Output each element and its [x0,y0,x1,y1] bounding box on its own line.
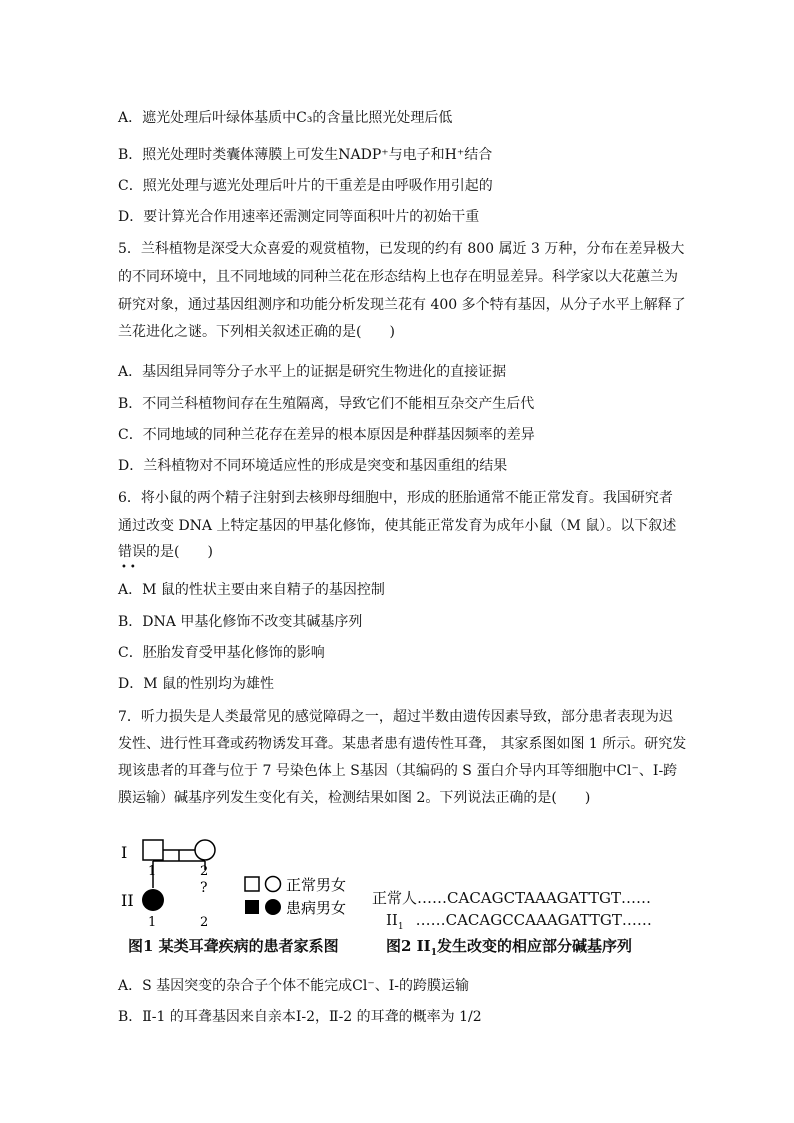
legend-affected-label: 患病男女 [286,899,347,917]
figure2-caption-subscript: 1 [430,948,437,958]
q5-option-b: B．不同兰科植物间存在生殖隔离，导致它们不能相互杂交产生后代 [118,396,535,412]
patient-label: II [386,911,398,929]
legend-affected-male-icon [245,900,259,914]
normal-sequence-row [372,887,651,908]
q6-stem-line-3: 错误的是( ) [118,544,213,560]
generation-ii-label: II [121,891,134,910]
normal-sequence: ……CACAGCTAAAGATTGT…… [417,889,652,907]
q4-option-c: C．照光处理与遮光处理后叶片的干重差是由呼吸作用引起的 [118,178,493,194]
pedigree-ii2-unknown: ? [200,880,208,896]
emphasis-dots: •• [121,562,139,573]
q7-stem-line-1: 7．听力损失是人类最常见的感觉障碍之一，超过半数由遗传因素导致，部分患者表现为迟 [118,709,673,725]
q6-stem-line-2: 通过改变 DNA 上特定基因的甲基化修饰，使其能正常发育为成年小鼠（M 鼠）。以下叙述 [118,518,677,534]
q5-stem-line-4: 兰花进化之谜。下列相关叙述正确的是( ) [118,324,395,340]
q5-option-a: A．基因组异同等分子水平上的证据是研究生物进化的直接证据 [118,364,507,380]
q6-option-c: C．胚胎发育受甲基化修饰的影响 [118,645,325,661]
pedigree-i2-number: 2 [200,864,209,879]
pedigree-i2-normal-female [195,840,215,860]
figure2-caption [386,935,632,958]
q4-option-a: A．遮光处理后叶绿体基质中C₃的含量比照光处理后低 [118,110,453,126]
q7-stem-line-4: 膜运输）碱基序列发生变化有关，检测结果如图 2。下列说法正确的是( ) [118,790,591,806]
pedigree-ii1-number: 1 [148,915,157,930]
q7-option-b: B．Ⅱ-1 的耳聋基因来自亲本Ⅰ-2，Ⅱ-2 的耳聋的概率为 1/2 [118,1009,482,1025]
pedigree-ii1-affected-female [142,889,164,911]
pedigree-ii2-number: 2 [200,915,209,930]
q4-option-b: B．照光处理时类囊体薄膜上可发生NADP⁺与电子和H⁺结合 [118,147,493,163]
generation-i-label: I [121,843,128,862]
q5-option-c: C．不同地域的同种兰花存在差异的根本原因是种群基因频率的差异 [118,427,535,443]
figure1-caption: 图1 某类耳聋疾病的患者家系图 [128,937,339,955]
figure2-caption-prefix: 图2 II [386,937,431,955]
patient-sequence: ……CACAGCCAAAGATTGT…… [415,911,652,929]
patient-sequence-row [386,911,652,932]
q7-stem-line-2: 发性、进行性耳聋或药物诱发耳聋。某患者患有遗传性耳聋， 其家系图如图 1 所示。研究发 [118,736,687,752]
q5-option-d: D．兰科植物对不同环境适应性的形成是突变和基因重组的结果 [118,458,508,474]
q7-stem-line-3: 现该患者的耳聋与位于 7 号染色体上 S基因（其编码的 S 蛋白介导内耳等细胞中Cl⁻、I-跨 [118,763,678,779]
q5-stem-line-2: 的不同环境中，且不同地域的同种兰花在形态结构上也存在明显差异。科学家以大花蕙兰为 [118,269,678,285]
q6-stem-line-1: 6．将小鼠的两个精子注射到去核卵母细胞中，形成的胚胎通常不能正常发育。我国研究者 [118,490,673,506]
pedigree-figure [115,830,365,930]
patient-label-subscript: 1 [397,922,404,932]
q5-stem-line-1: 5．兰科植物是深受大众喜爱的观赏植物，已发现的约有 800 属近 3 万种，分布在差异极大 [118,241,685,257]
legend-normal-male-icon [245,877,259,891]
normal-person-label: 正常人 [372,889,418,907]
q6-option-b: B．DNA 甲基化修饰不改变其碱基序列 [118,614,363,630]
figure2-caption-suffix: 发生改变的相应部分碱基序列 [436,937,632,955]
q6-option-a: A．M 鼠的性状主要由来自精子的基因控制 [118,582,385,598]
q7-option-a: A．S 基因突变的杂合子个体不能完成Cl⁻、I-的跨膜运输 [118,978,469,994]
pedigree-i1-number: 1 [148,864,157,879]
legend-normal-female-icon [266,877,281,892]
legend-normal-label: 正常男女 [286,876,347,894]
q4-option-d: D．要计算光合作用速率还需测定同等面积叶片的初始干重 [118,209,480,225]
q6-option-d: D．M 鼠的性别均为雄性 [118,676,275,692]
legend-affected-female-icon [265,899,281,915]
q5-stem-line-3: 研究对象，通过基因组测序和功能分析发现兰花有 400 多个特有基因，从分子水平上解释了 [118,297,686,313]
pedigree-i1-normal-male [143,840,163,860]
